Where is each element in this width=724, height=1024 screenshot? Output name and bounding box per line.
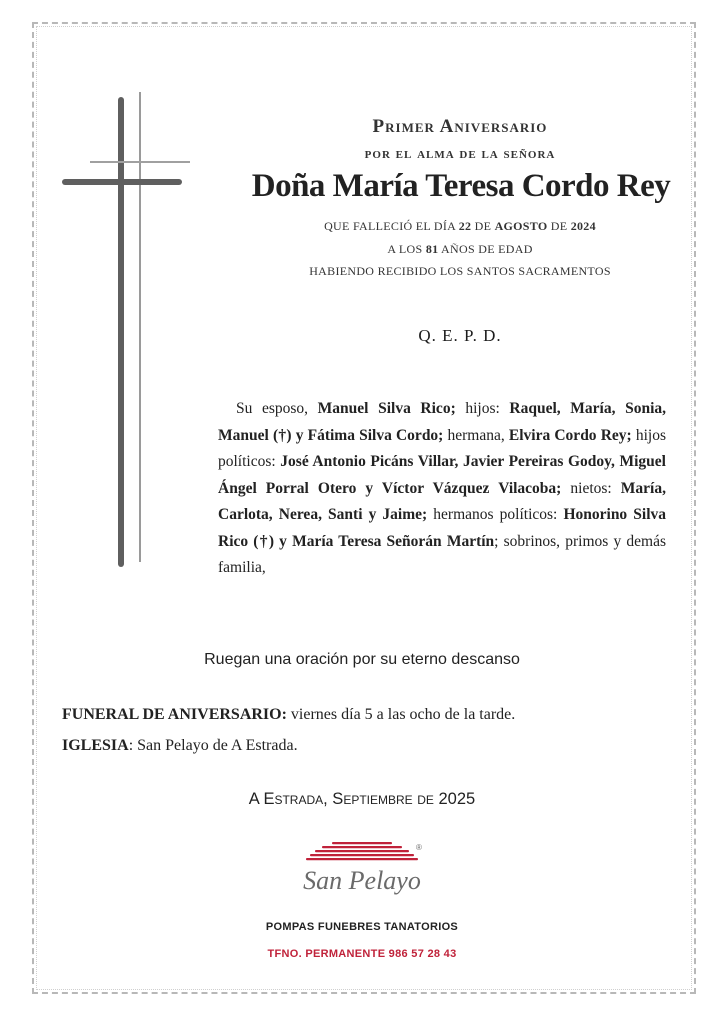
phone-line: TFNO. PERMANENTE 986 57 28 43 [267, 948, 457, 960]
church-details: IGLESIA: San Pelayo de A Estrada. [62, 737, 298, 754]
family-paragraph: Su esposo, Manuel Silva Rico; hijos: Raquel, María, Sonia, Manuel (†) y Fátima Silva Cordo; hermana, Elvira Cordo Rey; hijos políticos: José Antonio Picáns Villar, Javier Pereiras Godoy, Miguel Ángel Porral Otero y Víctor Vázquez Vilacoba; nietos: María, Carlota, Nerea, Santi y Jaime; hermanos políticos: Honorino Silva Rico (†) y María Teresa Señorán Martín; sobrinos, primos y demás familia, [218, 400, 667, 576]
age-at-death: A LOS 81 AÑOS DE EDAD [387, 242, 533, 256]
prayer-line: Ruegan una oración por su eterno descanso [204, 651, 520, 668]
place-date: A Estrada, Septiembre de 2025 [248, 790, 476, 808]
logo-brand-text: San Pelayo [303, 866, 421, 895]
sacraments-line: HABIENDO RECIBIDO LOS SANTOS SACRAMENTOS [309, 264, 611, 278]
services-line: POMPAS FUNEBRES TANATORIOS [265, 921, 459, 933]
funeral-details: FUNERAL DE ANIVERSARIO: viernes día 5 a las ocho de la tarde. [62, 706, 516, 723]
registered-mark: ® [416, 843, 422, 852]
death-date: QUE FALLECIÓ EL DÍA 22 DE AGOSTO DE 2024 [324, 219, 596, 233]
anniversary-subtitle: por el alma de la señora [364, 146, 556, 162]
deceased-name: Doña María Teresa Cordo Rey [251, 168, 671, 204]
anniversary-title: Primer Aniversario [372, 116, 548, 137]
qepd: Q. E. P. D. [418, 326, 502, 345]
